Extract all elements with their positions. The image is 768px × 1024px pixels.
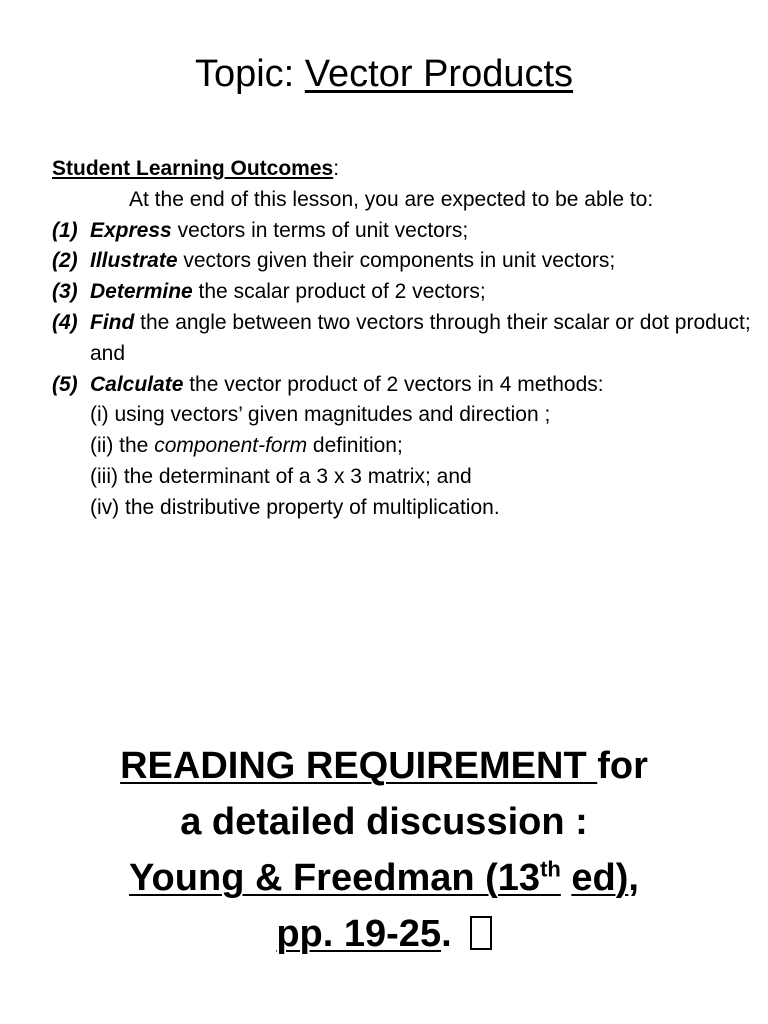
book-reference: [129, 857, 561, 899]
list-item-number: (3): [52, 280, 78, 304]
list-item-keyword: Express: [90, 218, 172, 242]
list-item-number: (4): [52, 310, 78, 334]
list-item: [52, 370, 752, 401]
list-item-keyword: Determine: [90, 280, 193, 304]
method-text: definition;: [307, 434, 403, 458]
list-item: [52, 216, 752, 247]
method-text: (ii) the: [90, 434, 155, 458]
reading-line-4: [0, 906, 768, 962]
list-item-body: vectors in terms of unit vectors;: [171, 218, 469, 242]
reading-line-2: a detailed discussion :: [180, 801, 588, 843]
page-title: [0, 50, 768, 98]
missing-glyph-icon: [470, 916, 492, 950]
title-prefix: Topic:: [194, 53, 305, 95]
reading-label: READING REQUIREMENT: [120, 745, 598, 787]
list-item-body: the vector product of 2 vectors in 4 methods:: [183, 372, 604, 396]
method-item: (i) using vectors’ given magnitudes and direction ;: [90, 403, 551, 427]
list-item-number: (5): [52, 372, 78, 396]
list-item-text: [90, 246, 752, 277]
outcomes-intro: At the end of this lesson, you are expected to be able to:: [129, 187, 654, 211]
reading-line-1: [0, 738, 768, 794]
list-item: [52, 308, 752, 370]
learning-outcomes: [52, 154, 752, 524]
list-item-keyword: Illustrate: [90, 249, 178, 273]
list-item-body: the scalar product of 2 vectors;: [192, 280, 486, 304]
method-item: (iv) the distributive property of multiplication.: [90, 495, 500, 519]
edition-superscript: th: [540, 856, 561, 882]
page-range: pp. 19-25: [276, 913, 442, 955]
reading-for: for: [597, 745, 648, 787]
list-item-text: [90, 370, 752, 401]
outcomes-heading-line: [52, 154, 752, 185]
list-item-keyword: Calculate: [90, 372, 184, 396]
list-item-body: the angle between two vectors through their scalar or dot product; and: [90, 310, 751, 365]
method-item: (iii) the determinant of a 3 x 3 matrix; and: [90, 464, 472, 488]
method-item: [52, 431, 752, 462]
list-item-text: [90, 308, 752, 370]
list-item-text: [90, 216, 752, 247]
list-item: [52, 277, 752, 308]
title-topic: Vector Products: [304, 53, 574, 95]
list-item: [52, 246, 752, 277]
list-item-keyword: Find: [90, 310, 135, 334]
page-range-period: .: [441, 913, 452, 955]
method-emphasis: component-form: [154, 434, 308, 458]
book-comma: ,: [628, 857, 639, 899]
book-title: Young & Freedman (13: [129, 857, 541, 899]
list-item-number: (2): [52, 249, 78, 273]
reading-line-3: [0, 850, 768, 906]
outcomes-heading: Student Learning Outcomes: [52, 157, 334, 180]
list-item-number: (1): [52, 218, 78, 242]
outcomes-heading-colon: :: [333, 157, 340, 180]
book-edition: ed): [571, 857, 629, 899]
reading-requirement: [0, 738, 768, 962]
book-space: [561, 857, 572, 899]
list-item-text: [90, 277, 752, 308]
list-item-body: vectors given their components in unit vectors;: [177, 249, 616, 273]
